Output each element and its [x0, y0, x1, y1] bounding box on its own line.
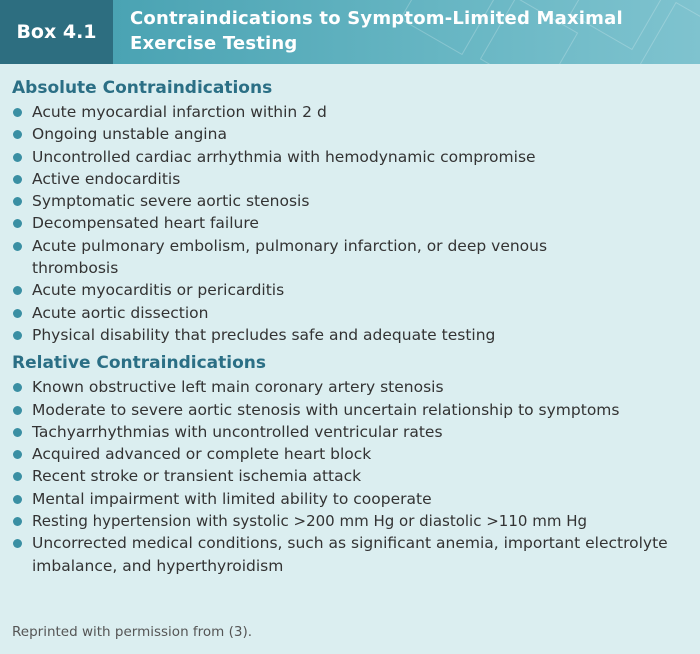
list-item-text: Tachyarrhythmias with uncontrolled ventricular rates [32, 422, 443, 441]
list-item-text: Known obstructive left main coronary artery stenosis [32, 378, 444, 397]
relative-contraindications-heading: Relative Contraindications [12, 353, 266, 374]
bullet-icon [13, 153, 22, 162]
list-item-text: Resting hypertension with systolic >200 mm Hg or diastolic >110 mm Hg [32, 512, 587, 531]
list-item [12, 488, 688, 510]
list-item [12, 190, 688, 212]
box-title-line-1: Contraindications to Symptom-Limited Maximal [130, 8, 623, 29]
list-item [12, 443, 688, 465]
bullet-icon [13, 517, 22, 526]
reprint-note: Reprinted with permission from (3). [12, 624, 253, 640]
list-item [12, 376, 688, 398]
list-item-text: Acute myocardial infarction within 2 d [32, 103, 327, 121]
list-item [12, 302, 688, 324]
bullet-icon [13, 309, 22, 318]
list-item [12, 399, 688, 421]
list-item [12, 421, 688, 443]
bullet-icon [13, 130, 22, 139]
bullet-icon [13, 242, 22, 251]
bullet-icon [13, 450, 22, 459]
list-item [12, 510, 688, 532]
list-item-text: Moderate to severe aortic stenosis with uncertain relationship to symptoms [32, 400, 620, 419]
bullet-icon [13, 197, 22, 206]
bullet-icon [13, 108, 22, 117]
list-item [12, 532, 688, 577]
list-item [12, 146, 688, 168]
absolute-contraindications-heading: Absolute Contraindications [12, 78, 273, 98]
bullet-icon [13, 428, 22, 437]
bullet-icon [13, 495, 22, 504]
list-item-text: Mental impairment with limited ability to cooperate [32, 489, 432, 508]
bullet-icon [13, 383, 22, 392]
bullet-icon [13, 175, 22, 184]
relative-contraindications-list [12, 376, 688, 577]
list-item-text: Decompensated heart failure [32, 214, 259, 233]
bullet-icon [13, 472, 22, 481]
bullet-icon [13, 286, 22, 295]
list-item-text: Physical disability that precludes safe and adequate testing [32, 325, 496, 344]
box-title [130, 6, 623, 56]
list-item [12, 324, 688, 346]
list-item-text: Uncorrected medical conditions, such as significant anemia, important electrolyte imbalance, and hyperthyroidism [32, 534, 668, 575]
list-item-text: Uncontrolled cardiac arrhythmia with hemodynamic compromise [32, 147, 536, 166]
list-item [12, 212, 688, 234]
list-item [12, 123, 688, 145]
list-item-text: Acute myocarditis or pericarditis [32, 281, 285, 300]
list-item [12, 465, 688, 487]
list-item [12, 168, 688, 190]
list-item-text: Acquired advanced or complete heart block [32, 445, 372, 464]
bullet-icon [13, 406, 22, 415]
box-number-label: Box 4.1 [0, 0, 113, 64]
bullet-icon [13, 219, 22, 228]
list-item-text: Ongoing unstable angina [32, 125, 227, 144]
list-item [12, 101, 688, 123]
box-title-banner [113, 0, 700, 64]
absolute-contraindications-list [12, 101, 688, 346]
list-item-text: Acute pulmonary embolism, pulmonary infarction, or deep venous thrombosis [32, 236, 548, 278]
bullet-icon [13, 539, 22, 548]
box-title-line-2: Exercise Testing [130, 33, 298, 54]
box-header [0, 0, 700, 64]
list-item-text: Active endocarditis [32, 169, 181, 188]
bullet-icon [13, 331, 22, 340]
list-item-text: Recent stroke or transient ischemia attack [32, 467, 362, 486]
list-item-text: Symptomatic severe aortic stenosis [32, 192, 310, 211]
list-item [12, 279, 688, 301]
list-item-text: Acute aortic dissection [32, 303, 209, 322]
list-item [12, 235, 688, 280]
box-content [12, 77, 688, 583]
